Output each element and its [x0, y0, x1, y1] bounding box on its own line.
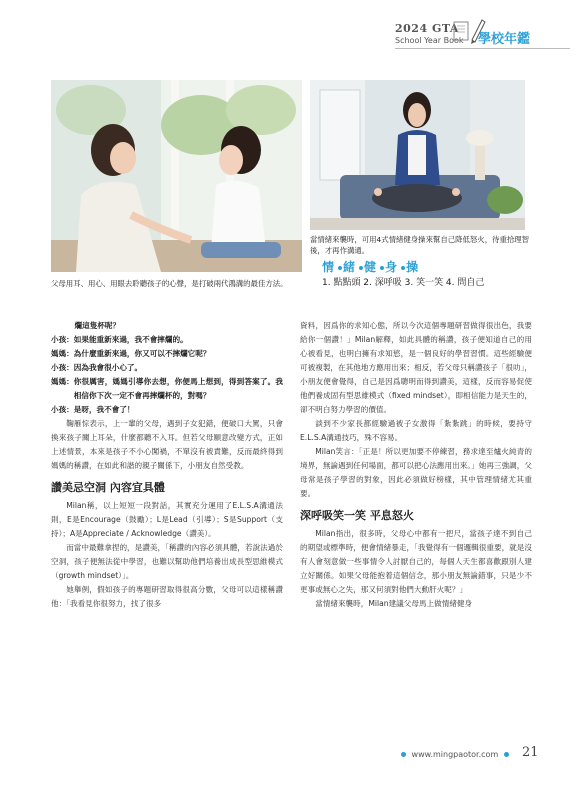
dialog-text: 為什麼重新來過，你又可以不摔爛它呢？ — [73, 349, 211, 358]
emotion-char: 健 — [364, 260, 380, 274]
photo-meditating-woman — [310, 80, 525, 230]
dot-icon — [338, 266, 342, 270]
header-divider — [395, 48, 570, 49]
article-paragraph: 而當中最難拿捏的，是讚美，「稱讚的內容必須具體，若說法過於空洞，孩子便無法從中學習，也難以幫助他們培養出成長型思維模式（growth mindset）」。 — [51, 543, 283, 580]
dot-icon — [359, 266, 363, 270]
dialog-speaker: 媽媽： — [51, 377, 74, 386]
page-number: 21 — [522, 745, 539, 760]
article-paragraph: 談到不少家長都經驗過被子女激得「紮紮跳」的時候，要持守E.L.S.A溝通技巧，殊不容易。 — [300, 419, 532, 442]
dialog-block — [51, 319, 283, 417]
dialog-speaker: 小孩： — [51, 363, 74, 372]
section-heading: 讚美忌空洞 內容宜具體 — [51, 481, 165, 494]
bullet-icon — [504, 752, 509, 757]
photo-caption-left: 父母用耳、用心、用眼去聆聽孩子的心聲，是打破兩代鴻溝的最佳方法。 — [51, 279, 288, 288]
article-paragraph: 資料，因爲你的求知心態，所以今次這個專題研習做得很出色，我要給你一個讚！」Milan解釋，如此具體的稱讚，孩子便知道自己的用心被看見，也明白擁有求知慾，是一個良好的學習習慣。這些經驗便可被複製，在其他地方應用出來；相反，若父母只稱讚孩子「很叻」，小朋友便會覺得，自己是因爲聰明而得到讚美，這樣，反而容易促使他們養成固有型思維模式（fixed mindset），即相信能力是天生的，卻不明白努力學習的價值。 — [300, 321, 532, 414]
photo-caption-right: 當情緒來襲時，可用4式情緒健身操來幫自己降低怒火，待重拾理智後，才再作溝通。 — [310, 235, 530, 255]
article-column-right — [300, 319, 532, 611]
article-paragraph: 她舉例，假如孩子的專題研習取得很高分數，父母可以這樣稱讚他：「我看見你很努力，找了很多 — [51, 585, 283, 608]
photo-mother-daughter — [51, 80, 302, 272]
dialog-text: 是呀，我不會了！ — [73, 405, 135, 414]
dialog-text: 爛這隻杯呢？ — [74, 321, 121, 330]
dot-icon — [401, 266, 405, 270]
section-heading: 深呼吸笑一笑 平息怒火 — [300, 509, 414, 522]
article-paragraph: 鞠雁悰表示，上一輩的父母，遇到子女犯錯，便破口大罵，只會換來孩子關上耳朵，什麼都聽不入耳。但若父母願意改變方式，正如上述情景，本來是孩子不小心闖禍，不單沒有被責難，反而最終得到媽媽的稱讚，在如此和諧的親子關係下，小朋友自然受教。 — [51, 419, 283, 470]
emotion-char: 緒 — [343, 260, 359, 274]
article-paragraph: Milan指出，很多時，父母心中都有一把尺，當孩子達不到自己的期望或標準時，便會情緒暴走，「我覺得有一個邏輯很重要，就是沒有人會刻意做一些事情令人討厭自己的，每個人天生都喜歡跟別人建立好關係。如果父母能抱着這個信念，那小朋友無論錯事，只是少不更事或無心之失，那又何須對他們大動肝火呢？」 — [300, 529, 532, 594]
emotion-char: 身 — [385, 260, 401, 274]
dot-icon — [380, 266, 384, 270]
dialog-line — [51, 403, 283, 417]
article-column-left — [51, 319, 283, 611]
dialog-line — [51, 361, 283, 375]
emotion-exercise-heading — [322, 258, 421, 275]
dialog-text: 因為我會很小心了。 — [73, 363, 143, 372]
dialog-speaker: 小孩： — [51, 405, 74, 414]
footer-url[interactable]: www.mingpaotor.com — [411, 750, 499, 759]
footer — [398, 750, 512, 759]
article-paragraph: Milan笑言：「正是！所以更加要不停練習，務求達至爐火純青的境界，無論遇到任何場面，都可以把心法應用出來。」她再三強調，父母常是孩子學習的對象，因此必須做好榜樣，其中管理情緒尤其重要。 — [300, 447, 532, 498]
dialog-line — [51, 375, 283, 403]
dialog-speaker: 小孩： — [51, 335, 74, 344]
emotion-char: 情 — [322, 260, 338, 274]
article-paragraph: 當情緒來襲時，Milan建議父母馬上做情緒健身 — [315, 599, 473, 608]
article-paragraph: Milan稱，以上短短一段對話，其實充分運用了E.L.S.A溝通法則，E是Encourage（鼓勵）；L是Lead（引導）；S是Support（支持）；A是Appreciate / Acknowledge（讚美）。 — [51, 501, 283, 538]
dialog-line — [51, 319, 283, 333]
header-subtitle: School Year Book — [395, 36, 464, 45]
dialog-line — [51, 333, 283, 347]
header-title: 2024 GTA — [395, 22, 459, 35]
dialog-text: 你很厲害，媽媽引導你去想，你便馬上想到，得到答案了。我相信你下次一定不會再摔爛杯的，對嗎？ — [73, 377, 283, 400]
emotion-exercise-steps: 1. 點點頭 2. 深呼吸 3. 笑一笑 4. 問自己 — [322, 278, 485, 288]
dialog-speaker: 媽媽： — [51, 349, 74, 358]
header-brand: 學校年鑑 — [478, 32, 531, 47]
emotion-char: 操 — [406, 260, 422, 274]
bullet-icon — [401, 752, 406, 757]
dialog-line — [51, 347, 283, 361]
dialog-text: 如果能重新來過，我不會摔爛的。 — [73, 335, 188, 344]
